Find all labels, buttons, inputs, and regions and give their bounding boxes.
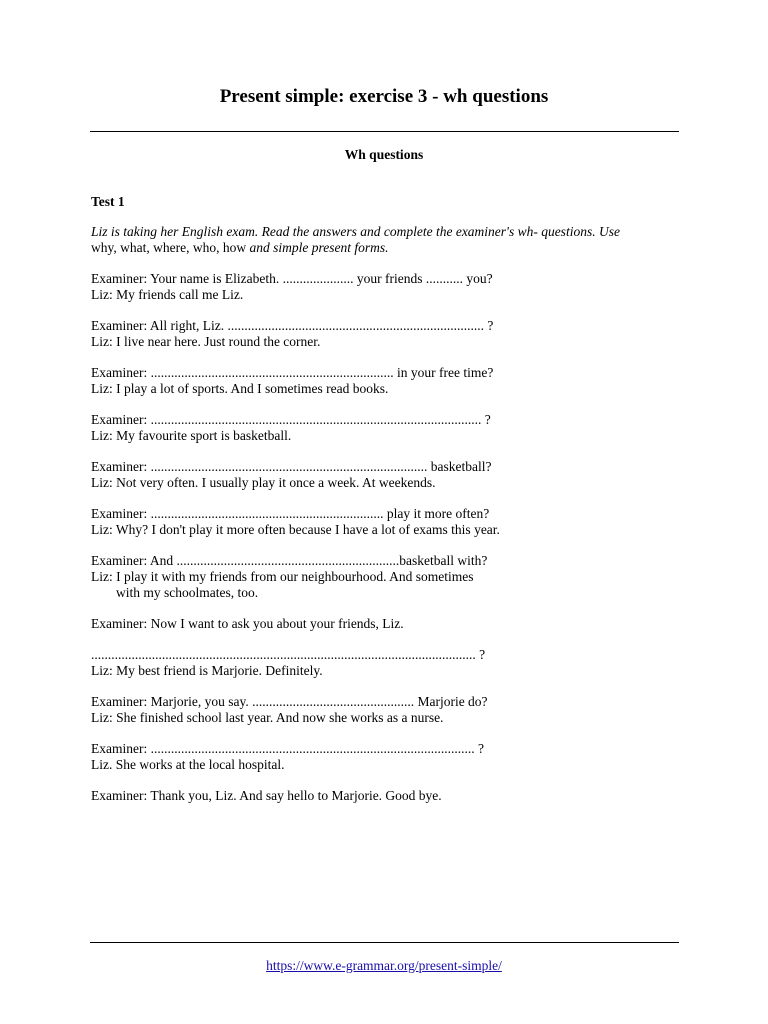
dialogue-line: Examiner: All right, Liz. ............................................................................ ? (91, 318, 494, 333)
instructions-part1: Liz is taking her English exam. Read the answers and complete the examiner's wh- questions. Use (91, 224, 620, 239)
dialogue-block (91, 694, 681, 726)
instructions-part3: and simple present forms. (249, 240, 389, 255)
dialogue-line: with my schoolmates, too. (116, 585, 259, 600)
dialogue-block (91, 365, 681, 397)
instructions-part2: why, what, where, who, how (91, 240, 247, 255)
dialogue-line: Liz: My favourite sport is basketball. (91, 428, 292, 443)
dialogue-block (91, 647, 681, 679)
dialogue-line: Examiner: Marjorie, you say. ................................................ Marjorie do? (91, 694, 488, 709)
dialogue-line: Liz: My best friend is Marjorie. Definitely. (91, 663, 323, 678)
dialogue-line: Liz: I play it with my friends from our neighbourhood. And sometimes (91, 569, 474, 584)
dialogue-line: Liz. She works at the local hospital. (91, 757, 285, 772)
dialogue-block (91, 741, 681, 773)
exercise-content (91, 194, 681, 819)
dialogue-line: Liz: Not very often. I usually play it once a week. At weekends. (91, 475, 436, 490)
source-link[interactable]: https://www.e-grammar.org/present-simple/ (266, 958, 502, 973)
dialogue-block (91, 616, 681, 632)
dialogue-block (91, 318, 681, 350)
dialogue-block (91, 788, 681, 804)
dialogue-block (91, 459, 681, 491)
test-heading: Test 1 (91, 194, 125, 209)
dialogue-line: Examiner: Thank you, Liz. And say hello to Marjorie. Good bye. (91, 788, 442, 803)
section-subtitle: Wh questions (344, 147, 424, 162)
dialogue-line: Liz: I live near here. Just round the corner. (91, 334, 321, 349)
dialogue-block (91, 553, 681, 601)
dialogue-line: .................................................................................................................. ? (91, 647, 486, 662)
dialogue-line: Examiner: .................................................................................................. ? (91, 412, 491, 427)
dialogue-line: Examiner: ..................................................................... play it more often? (91, 506, 490, 521)
dialogue-line: Examiner: ........................................................................ in your free time? (91, 365, 494, 380)
dialogue-line: Examiner: Now I want to ask you about your friends, Liz. (91, 616, 404, 631)
dialogue-block (91, 412, 681, 444)
dialogue-line: Examiner: Your name is Elizabeth. ..................... your friends ........... you? (91, 271, 493, 286)
page-title: Present simple: exercise 3 - wh questions (219, 86, 549, 107)
top-divider (90, 131, 679, 132)
dialogue-block (91, 506, 681, 538)
dialogue-block (91, 271, 681, 303)
bottom-divider (90, 942, 679, 943)
dialogue-line: Liz: My friends call me Liz. (91, 287, 244, 302)
dialogue-line: Examiner: ................................................................................................ ? (91, 741, 484, 756)
dialogue-line: Examiner: And ..................................................................basketball with? (91, 553, 488, 568)
footer (0, 958, 768, 974)
dialogue-line: Liz: Why? I don't play it more often because I have a lot of exams this year. (91, 522, 500, 537)
dialogue-line: Liz: She finished school last year. And now she works as a nurse. (91, 710, 444, 725)
dialogue-line: Liz: I play a lot of sports. And I sometimes read books. (91, 381, 389, 396)
dialogue-line: Examiner: .................................................................................. basketball? (91, 459, 492, 474)
instructions (91, 224, 681, 256)
